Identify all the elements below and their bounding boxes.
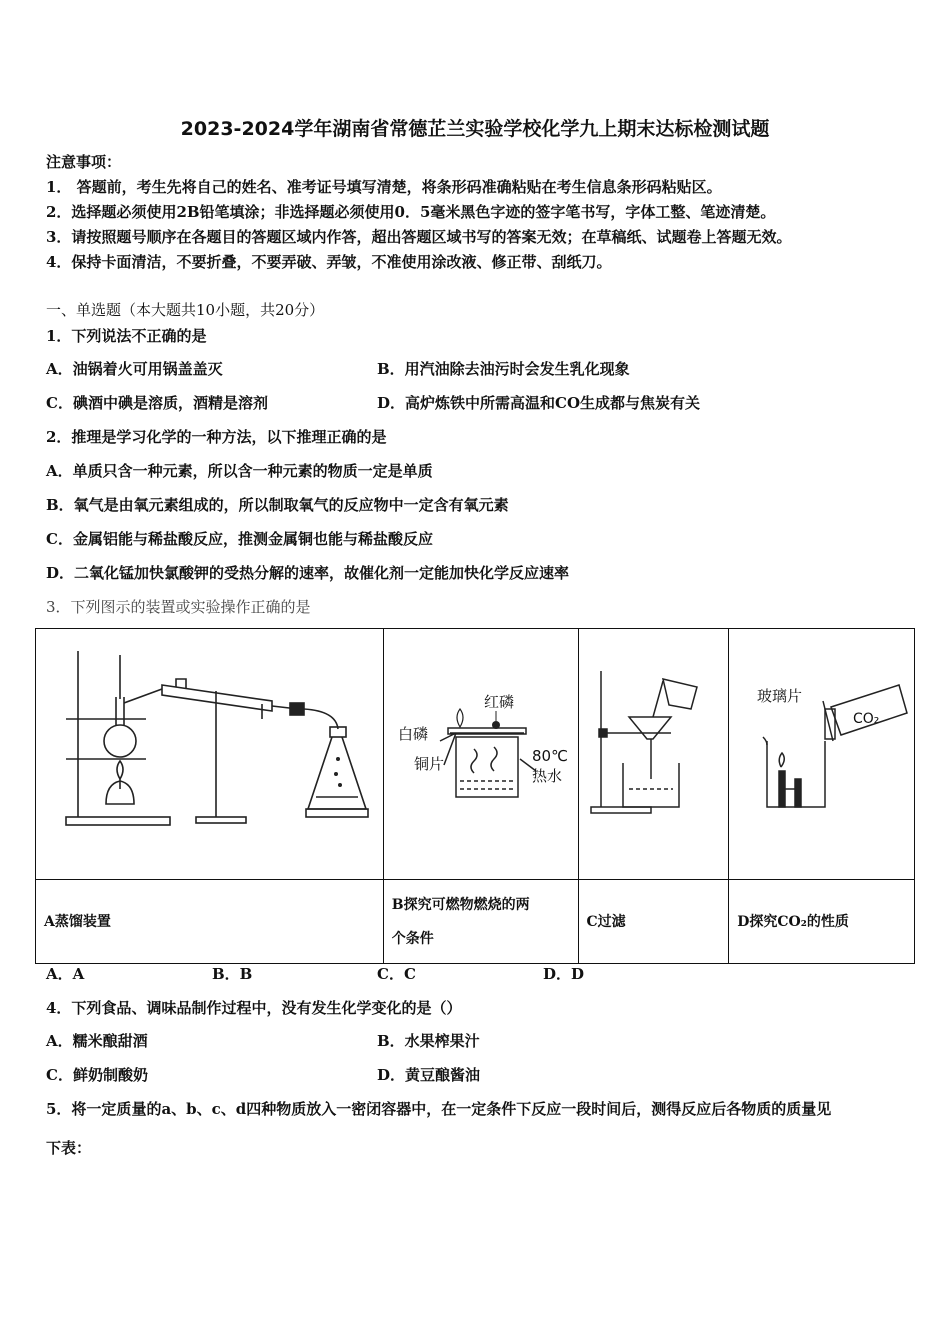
q3-option-c: C．C — [377, 965, 416, 983]
q4-stem: 4．下列食品、调味品制作过程中，没有发生化学变化的是（） — [46, 999, 462, 1017]
figure-filtration — [578, 629, 729, 880]
label-red-phosphorus: 红磷 — [483, 693, 514, 711]
label-white-phosphorus: 白磷 — [397, 725, 428, 743]
q4-option-a: A．糯米酿甜酒 — [46, 1032, 148, 1050]
q3-option-d: D．D — [543, 965, 585, 983]
co2-apparatus-icon — [729, 629, 913, 875]
q5-stem-line2: 下表： — [46, 1139, 92, 1157]
label-copper: 铜片 — [413, 755, 444, 773]
distillation-apparatus-icon — [36, 629, 382, 875]
page-title: 2023-2024学年湖南省常德芷兰实验学校化学九上期末达标检测试题 — [180, 118, 770, 140]
q3-stem: 3．下列图示的装置或实验操作正确的是 — [46, 598, 311, 616]
q2-option-a: A．单质只含一种元素，所以含一种元素的物质一定是单质 — [46, 462, 433, 480]
q4-option-d: D．黄豆酿酱油 — [377, 1066, 481, 1084]
notice-item: 1． 答题前，考生先将自己的姓名、准考证号填写清楚，将条形码准确粘贴在考生信息条形码粘贴区。 — [46, 178, 722, 196]
notice-item: 4．保持卡面清洁，不要折叠，不要弄破、弄皱，不准使用涂改液、修正带、刮纸刀。 — [46, 253, 612, 271]
caption-b — [383, 880, 578, 964]
caption-d: D探究CO₂的性质 — [729, 880, 915, 964]
figure-combustion — [383, 629, 578, 880]
caption-c: C过滤 — [578, 880, 729, 964]
q2-stem: 2．推理是学习化学的一种方法，以下推理正确的是 — [46, 428, 387, 446]
filtration-apparatus-icon — [579, 629, 728, 875]
combustion-apparatus-icon — [384, 629, 577, 875]
q1-option-b: B．用汽油除去油污时会发生乳化现象 — [377, 360, 630, 378]
label-co2: CO₂ — [853, 711, 880, 727]
notice-item: 2．选择题必须使用2B铅笔填涂；非选择题必须使用0．5毫米黑色字迹的签字笔书写，字体工整、笔迹清楚。 — [46, 203, 776, 221]
figure-co2-property — [729, 629, 915, 880]
q2-option-d: D．二氧化锰加快氯酸钾的受热分解的速率，故催化剂一定能加快化学反应速率 — [46, 564, 570, 582]
label-glass-plate: 玻璃片 — [757, 687, 803, 705]
q2-option-b: B．氧气是由氧元素组成的，所以制取氧气的反应物中一定含有氧元素 — [46, 496, 509, 514]
notice-heading: 注意事项： — [46, 153, 122, 171]
q4-option-b: B．水果榨果汁 — [377, 1032, 480, 1050]
notice-item: 3．请按照题号顺序在各题目的答题区域内作答，超出答题区域书写的答案无效；在草稿纸、试题卷上答题无效。 — [46, 228, 792, 246]
q3-option-a: A．A — [46, 965, 85, 983]
q3-figure-table — [35, 628, 915, 964]
caption-a: A蒸馏装置 — [36, 880, 384, 964]
q3-option-b: B．B — [212, 965, 253, 983]
section-heading: 一、单选题（本大题共10小题，共20分） — [46, 301, 325, 319]
q5-stem-line1: 5．将一定质量的a、b、c、d四种物质放入一密闭容器中，在一定条件下反应一段时间后，测得反应后各物质的质量见 — [46, 1100, 832, 1118]
q1-option-c: C．碘酒中碘是溶质，酒精是溶剂 — [46, 394, 268, 412]
label-temperature: 80℃ — [531, 747, 568, 765]
q1-stem: 1．下列说法不正确的是 — [46, 327, 207, 345]
q2-option-c: C．金属铝能与稀盐酸反应，推测金属铜也能与稀盐酸反应 — [46, 530, 433, 548]
label-hot-water: 热水 — [531, 767, 562, 785]
q1-option-d: D．高炉炼铁中所需高温和CO生成都与焦炭有关 — [377, 394, 701, 412]
figure-distillation — [36, 629, 384, 880]
caption-b-line2: 个条件 — [391, 930, 434, 947]
q4-option-c: C．鲜奶制酸奶 — [46, 1066, 148, 1084]
q1-option-a: A．油锅着火可用锅盖盖灭 — [46, 360, 223, 378]
caption-b-line1: B探究可燃物燃烧的两 — [391, 896, 530, 913]
